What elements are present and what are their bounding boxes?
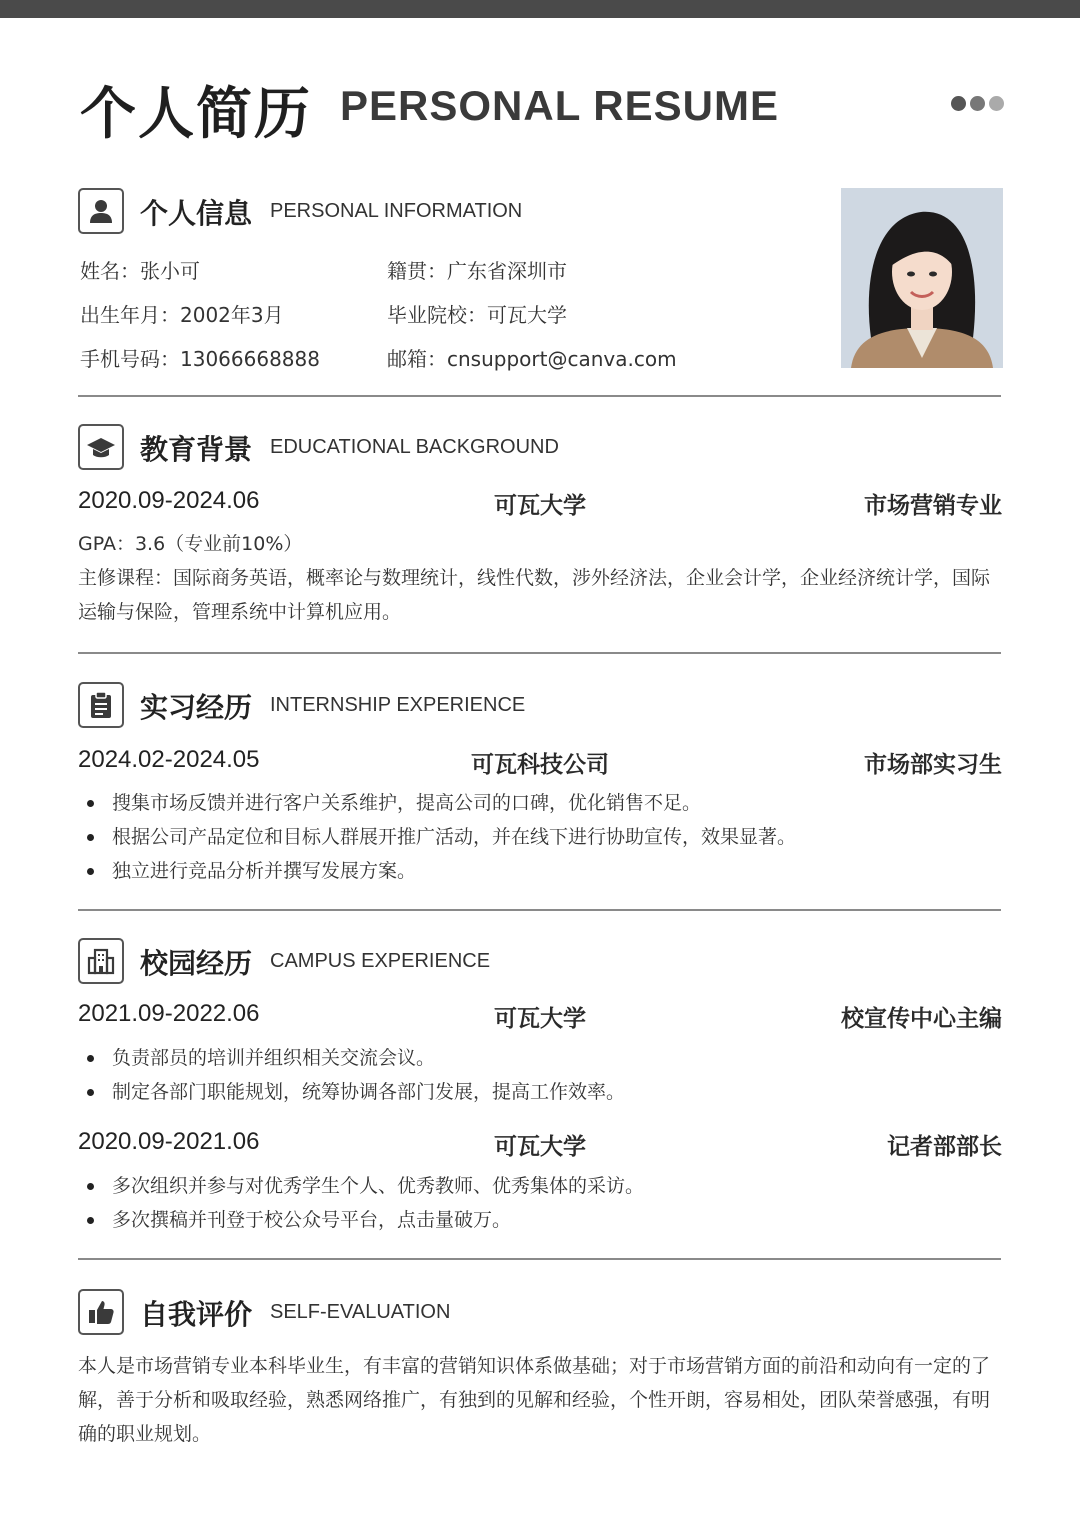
section-subtitle: SELF-EVALUATION	[270, 1301, 451, 1323]
decorative-dots	[951, 96, 1004, 111]
page-title: 个人简历	[80, 82, 312, 147]
divider	[78, 1258, 1001, 1260]
entry-role: 校宣传中心主编	[841, 1006, 1002, 1032]
section-title: 自我评价	[140, 1298, 253, 1331]
info-email: 邮箱：cnsupport@canva.com	[387, 347, 677, 371]
divider	[78, 909, 1001, 911]
list-item: 制定各部门职能规划，统筹协调各部门发展，提高工作效率。	[78, 1075, 1002, 1109]
internship-entry	[78, 746, 1002, 780]
info-birth: 出生年月：2002年3月	[80, 303, 284, 327]
resume-header	[80, 70, 1004, 150]
list-item: 多次撰稿并刊登于校公众号平台，点击量破万。	[78, 1203, 1002, 1237]
list-item: 搜集市场反馈并进行客户关系维护，提高公司的口碑，优化销售不足。	[78, 786, 1002, 820]
top-bar	[0, 0, 1080, 18]
entry-date: 2021.09-2022.06	[78, 1000, 260, 1027]
section-title: 个人信息	[140, 197, 253, 230]
entry-org: 可瓦大学	[494, 1134, 586, 1160]
section-subtitle: EDUCATIONAL BACKGROUND	[270, 436, 559, 458]
info-name: 姓名：张小可	[80, 259, 200, 283]
self-evaluation-text: 本人是市场营销专业本科毕业生，有丰富的营销知识体系做基础；对于市场营销方面的前沿和动向有一定的了解，善于分析和吸取经验，熟悉网络推广，有独到的见解和经验，个性开朗，容易相处，团队荣誉感强，有明确的职业规划。	[78, 1355, 991, 1445]
education-entry	[78, 487, 1002, 521]
info-phone: 手机号码：13066668888	[80, 347, 320, 371]
divider	[78, 395, 1001, 397]
list-item: 负责部员的培训并组织相关交流会议。	[78, 1041, 1002, 1075]
entry-school: 可瓦大学	[494, 493, 586, 519]
list-item: 根据公司产品定位和目标人群展开推广活动，并在线下进行协助宣传，效果显著。	[78, 820, 1002, 854]
info-hometown: 籍贯：广东省深圳市	[387, 259, 567, 283]
building-icon	[78, 938, 124, 984]
internship-bullets	[78, 786, 1002, 888]
entry-company: 可瓦科技公司	[471, 752, 609, 778]
page-subtitle: PERSONAL RESUME	[340, 82, 779, 129]
list-item: 多次组织并参与对优秀学生个人、优秀教师、优秀集体的采访。	[78, 1169, 1002, 1203]
entry-date: 2024.02-2024.05	[78, 746, 260, 773]
section-subtitle: CAMPUS EXPERIENCE	[270, 950, 491, 972]
divider	[78, 652, 1001, 654]
thumbs-up-icon	[78, 1289, 124, 1335]
profile-photo	[841, 188, 1003, 368]
entry-role: 市场部实习生	[864, 752, 1002, 778]
section-title: 校园经历	[140, 947, 253, 980]
entry-date: 2020.09-2024.06	[78, 487, 260, 514]
education-courses: 主修课程：国际商务英语，概率论与数理统计，线性代数，涉外经济法，企业会计学，企业经济统计学，国际运输与保险，管理系统中计算机应用。	[78, 567, 991, 623]
dot-2	[970, 96, 985, 111]
graduation-cap-icon	[78, 424, 124, 470]
dot-1	[951, 96, 966, 111]
clipboard-icon	[78, 682, 124, 728]
entry-major: 市场营销专业	[864, 493, 1002, 519]
campus-bullets-1	[78, 1041, 1002, 1109]
campus-entry-2	[78, 1128, 1002, 1162]
dot-3	[989, 96, 1004, 111]
section-subtitle: INTERNSHIP EXPERIENCE	[270, 694, 526, 716]
user-icon	[78, 188, 124, 234]
campus-entry-1	[78, 1000, 1002, 1034]
entry-date: 2020.09-2021.06	[78, 1128, 260, 1155]
section-title: 教育背景	[140, 433, 253, 466]
education-gpa: GPA：3.6（专业前10%）	[78, 533, 303, 555]
section-subtitle: PERSONAL INFORMATION	[270, 200, 523, 222]
info-school: 毕业院校：可瓦大学	[387, 303, 567, 327]
entry-org: 可瓦大学	[494, 1006, 586, 1032]
section-title: 实习经历	[140, 691, 253, 724]
campus-bullets-2	[78, 1169, 1002, 1237]
entry-role: 记者部部长	[887, 1134, 1002, 1160]
list-item: 独立进行竞品分析并撰写发展方案。	[78, 854, 1002, 888]
